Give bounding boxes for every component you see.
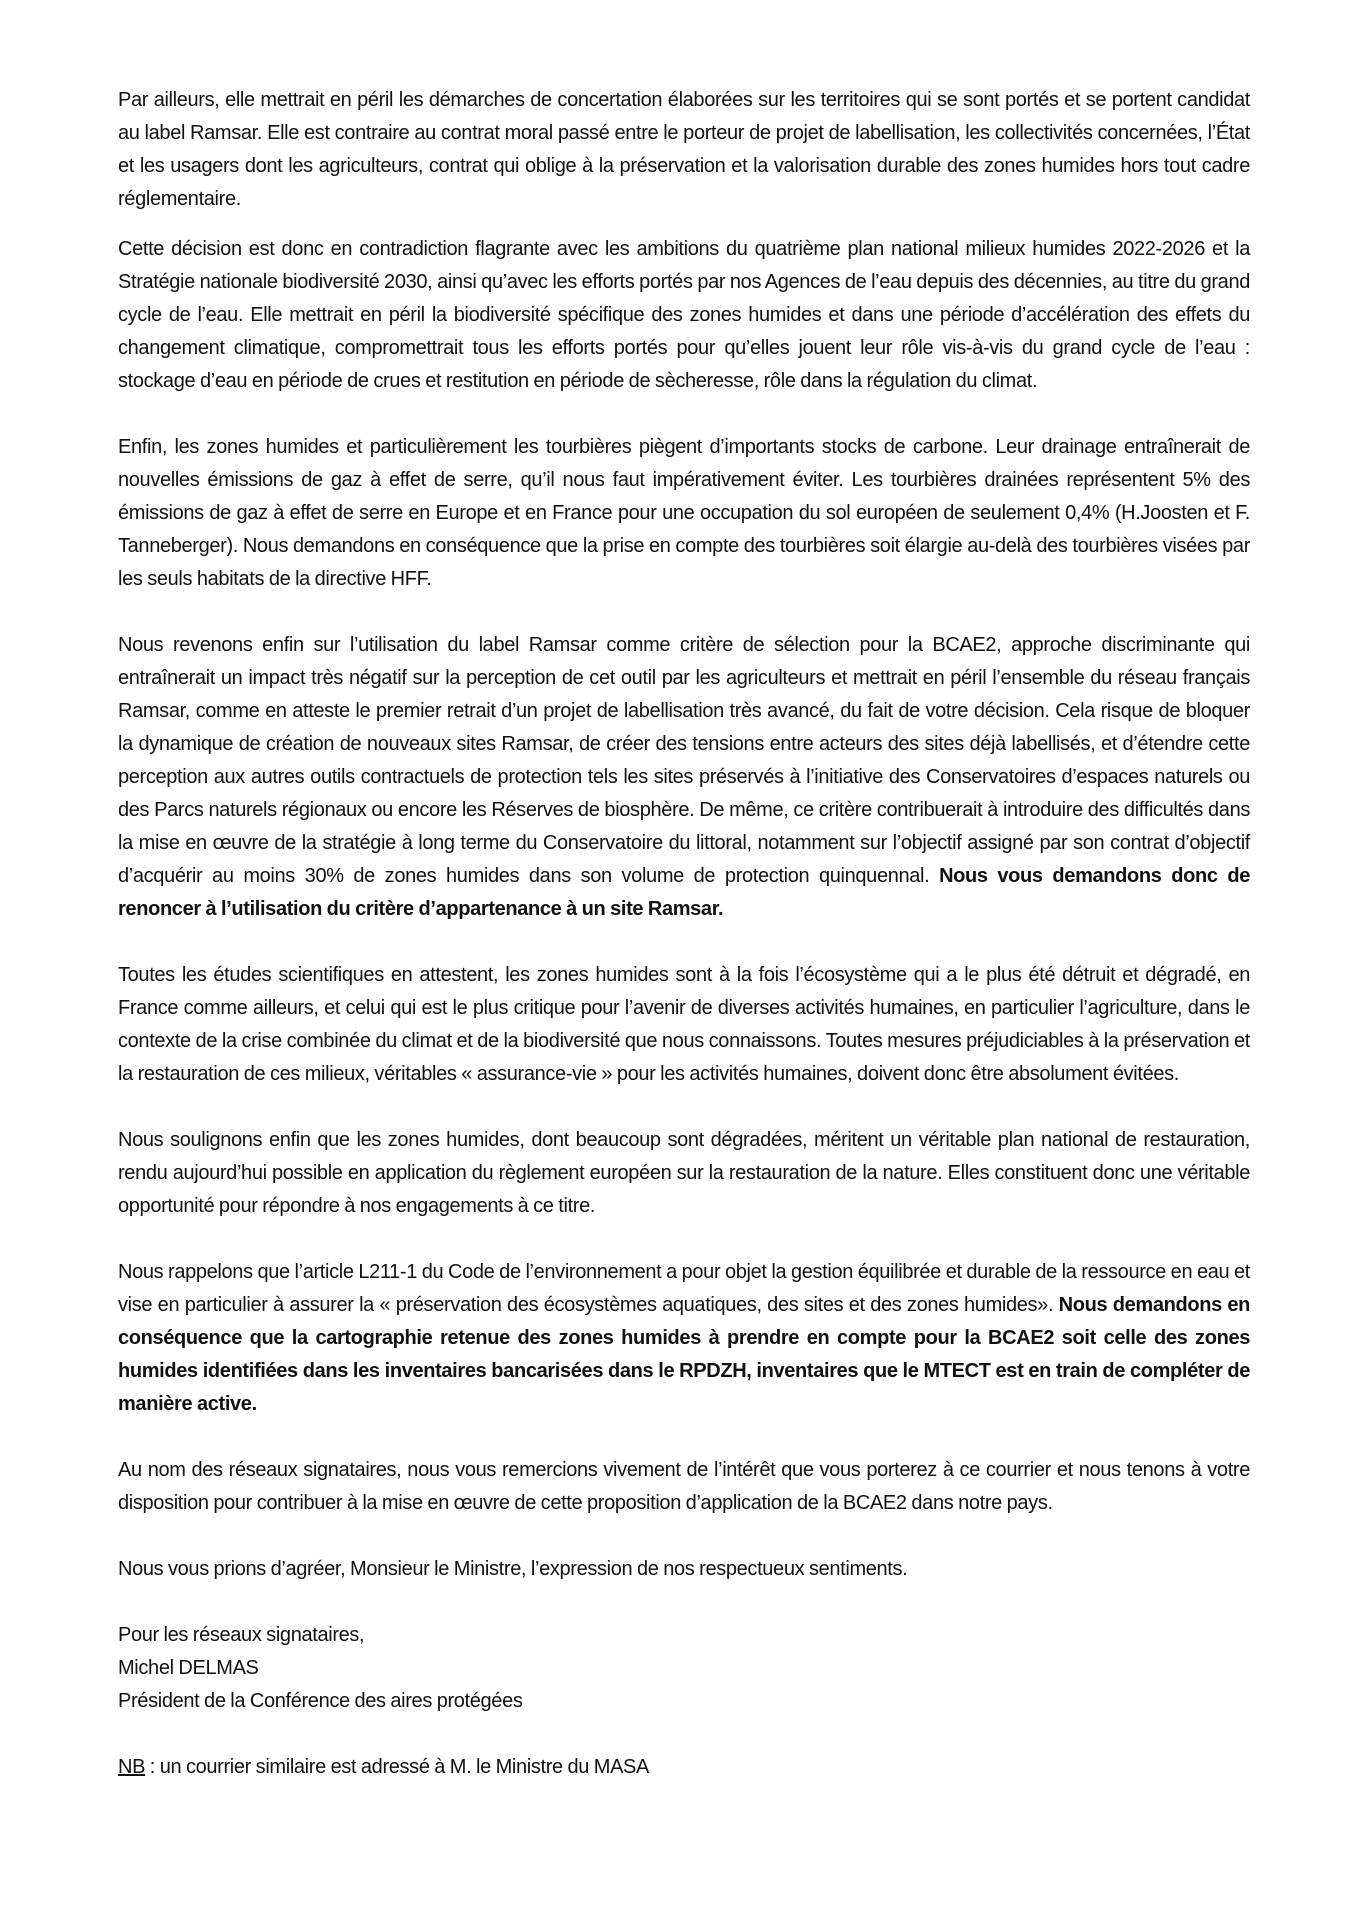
paragraph-bold-request: Nous demandons en conséquence que la cartographie retenue des zones humides à prendre en compte pour la BCAE2 soit celle des zones humides identifiées dans les inventaires bancarisées dans le RPDZH, inventaires que le MTECT est en train de compléter de manière active. (118, 1294, 1250, 1415)
paragraph-etudes-scientifiques (118, 959, 1250, 1091)
nb-label: NB (118, 1756, 146, 1778)
letter-page (118, 84, 1250, 1784)
paragraph-text: Nous rappelons que l’article L211-1 du Code de l’environnement a pour objet la gestion équilibrée et durable de la ressource en eau et vise en particulier à assurer la « préservation des écosystèmes aquatiques, des sites et des zones humides». (118, 1261, 1250, 1316)
paragraph-text: Cette décision est donc en contradiction flagrante avec les ambitions du quatrième plan national milieux humides 2022-2026 et la Stratégie nationale biodiversité 2030, ainsi qu’avec les efforts portés par nos Agences de l’eau depuis des décennies, au titre du grand cycle de l’eau. Elle mettrait en péril la biodiversité spécifique des zones humides et dans une période d’accélération des effets du changement climatique, compromettrait tous les efforts portés pour qu’elles jouent leur rôle vis-à-vis du grand cycle de l’eau : stockage d’eau en période de crues et restitution en période de sècheresse, rôle dans la régulation du climat. (118, 238, 1250, 392)
footnote-nb (118, 1751, 1250, 1784)
paragraph-text: Nous soulignons enfin que les zones humides, dont beaucoup sont dégradées, méritent un véritable plan national de restauration, rendu aujourd’hui possible en application du règlement européen sur la restauration de la nature. Elles constituent donc une véritable opportunité pour répondre à nos engagements à ce titre. (118, 1129, 1250, 1217)
signature-block (118, 1619, 1250, 1718)
paragraph-article-l211-1 (118, 1256, 1250, 1421)
nb-text: : un courrier similaire est adressé à M. le Ministre du MASA (145, 1756, 650, 1778)
paragraph-tourbieres-carbone (118, 431, 1250, 596)
paragraph-bold-request: Nous vous demandons donc de renoncer à l’utilisation du critère d’appartenance à un site Ramsar. (118, 865, 1250, 920)
paragraph-plan-restauration (118, 1124, 1250, 1223)
paragraph-remerciements (118, 1454, 1250, 1520)
paragraph-text: Au nom des réseaux signataires, nous vous remercions vivement de l’intérêt que vous porterez à ce courrier et nous tenons à votre disposition pour contribuer à la mise en œuvre de cette proposition d’application de la BCAE2 dans notre pays. (118, 1459, 1250, 1514)
paragraph-text: Nous vous prions d’agréer, Monsieur le Ministre, l’expression de nos respectueux sentiments. (118, 1558, 908, 1580)
paragraph-ramsar-concertation (118, 84, 1250, 216)
paragraph-label-ramsar-bcae2 (118, 629, 1250, 926)
paragraph-text: Toutes les études scientifiques en attestent, les zones humides sont à la fois l’écosystème qui a le plus été détruit et dégradé, en France comme ailleurs, et celui qui est le plus critique pour l’avenir de diverses activités humaines, en particulier l’agriculture, dans le contexte de la crise combinée du climat et de la biodiversité que nous connaissons. Toutes mesures préjudiciables à la préservation et la restauration de ces milieux, véritables « assurance-vie » pour les activités humaines, doivent donc être absolument évitées. (118, 964, 1250, 1085)
paragraph-contradiction-plan (118, 233, 1250, 398)
paragraph-text: Enfin, les zones humides et particulièrement les tourbières piègent d’importants stocks de carbone. Leur drainage entraînerait de nouvelles émissions de gaz à effet de serre, qu’il nous faut impérativement éviter. Les tourbières drainées représentent 5% des émissions de gaz à effet de serre en Europe et en France pour une occupation du sol européen de seulement 0,4% (H.Joosten et F. Tanneberger). Nous demandons en conséquence que la prise en compte des tourbières soit élargie au-delà des tourbières visées par les seuls habitats de la directive HFF. (118, 436, 1250, 590)
paragraph-text: Par ailleurs, elle mettrait en péril les démarches de concertation élaborées sur les territoires qui se sont portés et se portent candidat au label Ramsar. Elle est contraire au contrat moral passé entre le porteur de projet de labellisation, les collectivités concernées, l’État et les usagers dont les agriculteurs, contrat qui oblige à la préservation et la valorisation durable des zones humides hors tout cadre réglementaire. (118, 89, 1250, 210)
paragraph-formule-politesse (118, 1553, 1250, 1586)
signature-intro: Pour les réseaux signataires, (118, 1624, 365, 1646)
paragraph-text: Nous revenons enfin sur l’utilisation du label Ramsar comme critère de sélection pour la BCAE2, approche discriminante qui entraînerait un impact très négatif sur la perception de cet outil par les agriculteurs et mettrait en péril l’ensemble du réseau français Ramsar, comme en atteste le premier retrait d’un projet de labellisation très avancé, du fait de votre décision. Cela risque de bloquer la dynamique de création de nouveaux sites Ramsar, de créer des tensions entre acteurs des sites déjà labellisés, et d’étendre cette perception aux autres outils contractuels de protection tels les sites préservés à l’initiative des Conservatoires d’espaces naturels ou des Parcs naturels régionaux ou encore les Réserves de biosphère. De même, ce critère contribuerait à introduire des difficultés dans la mise en œuvre de la stratégie à long terme du Conservatoire du littoral, notamment sur l’objectif assigné par son contrat d’objectif d’acquérir au moins 30% de zones humides dans son volume de protection quinquennal. (118, 634, 1250, 887)
signatory-title: Président de la Conférence des aires protégées (118, 1690, 523, 1712)
signatory-name: Michel DELMAS (118, 1657, 259, 1679)
